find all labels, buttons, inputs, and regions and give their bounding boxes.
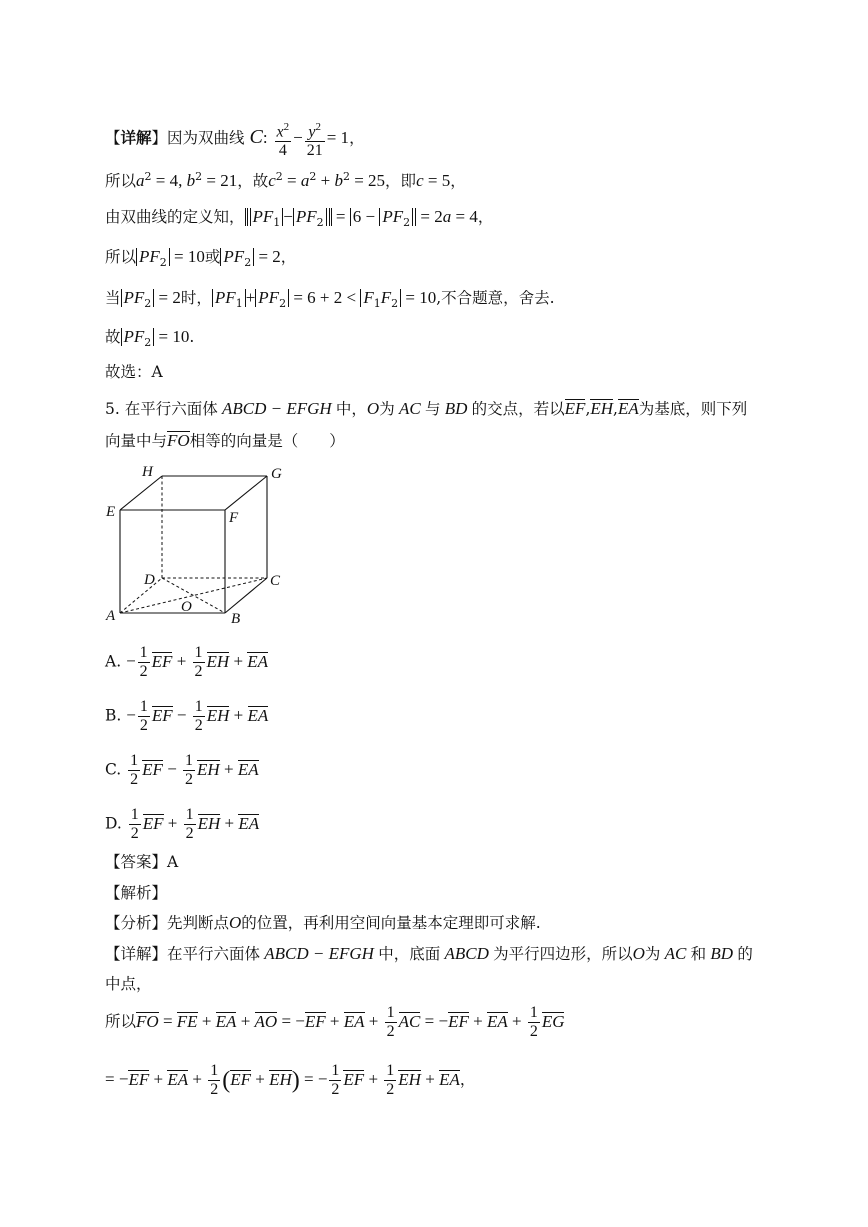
label-b: B [231,611,241,627]
question-5-line-2: 向量中与FO相等的向量是（ ） [105,431,345,450]
label-g: G [271,466,282,482]
label-c: C [270,573,281,589]
option-d: D. $\frac{1}{2}$ EF + $\frac{1}{2}$ EH + EA [105,806,260,842]
analysis-title: 【解析】 [105,884,168,902]
answer-line: 【答案】A [105,853,179,871]
label-a: A [106,608,116,624]
label-f: F [229,510,239,526]
label-d: D [144,572,155,588]
label-o: O [181,599,192,615]
detail-line-2: 所以$a^2 = 4$, $b^2 = 21$，故$c^2 = a^2 + b^2 = 25$，即c = 5， [105,170,466,191]
detail-line-7: 故选：A [105,363,163,381]
detail-line-1: 【详解】因为双曲线 C: $\frac{x^2}{4}$ − $\frac{y^2}{21}$ = 1， [105,118,365,160]
detail-line-6: 故 $PF_2 = 10$. [105,327,195,350]
detail-line-5: 当 $PF_2 = 2$时， $PF_1 + PF_2 = 6 + 2 < F_1F_2 = 10$,不合题意，舍去. [105,288,555,311]
detail-2-line-2: 中点， [105,975,152,993]
derivation-line-1: 所以FO = FE + EA + AO = −EF + EA + $\frac{1}{2}$ AC = −EF + EA + $\frac{1}{2}$ EG [105,1004,565,1040]
question-5-line-1: 5. 在平行六面体 ABCD − EFGH 中，O为 AC 与 BD 的交点，若以EF,EH,EA为基底，则下列 [105,399,748,418]
label-h: H [142,464,153,480]
option-a: A. − $\frac{1}{2}$ EF + $\frac{1}{2}$ EH + EA [105,644,269,680]
option-c: C. $\frac{1}{2}$ EF − $\frac{1}{2}$ EH + EA [105,752,259,788]
detail-2-line-1: 【详解】在平行六面体 ABCD − EFGH 中，底面 ABCD 为平行四边形，所以O为 AC 和 BD 的 [105,944,753,963]
detail-line-3: 由双曲线的定义知， $PF_1 - PF_2 = 6 - PF_2 = 2a = 4$， [105,207,494,230]
detail-line-4: 所以 $PF_2 = 10$或 $PF_2 = 2$， [105,247,297,270]
derivation-line-2: = −EF + EA + $\frac{1}{2}$ (EF + EH) = − $\frac{1}{2}$ EF + $\frac{1}{2}$ EH + EA， [105,1062,476,1098]
option-b: B. − $\frac{1}{2}$ EF − $\frac{1}{2}$ EH + EA [105,698,269,734]
analysis-line: 【分析】先判断点O的位置，再利用空间向量基本定理即可求解. [105,913,541,932]
parallelepiped-figure [100,460,300,630]
label-e: E [106,504,116,520]
